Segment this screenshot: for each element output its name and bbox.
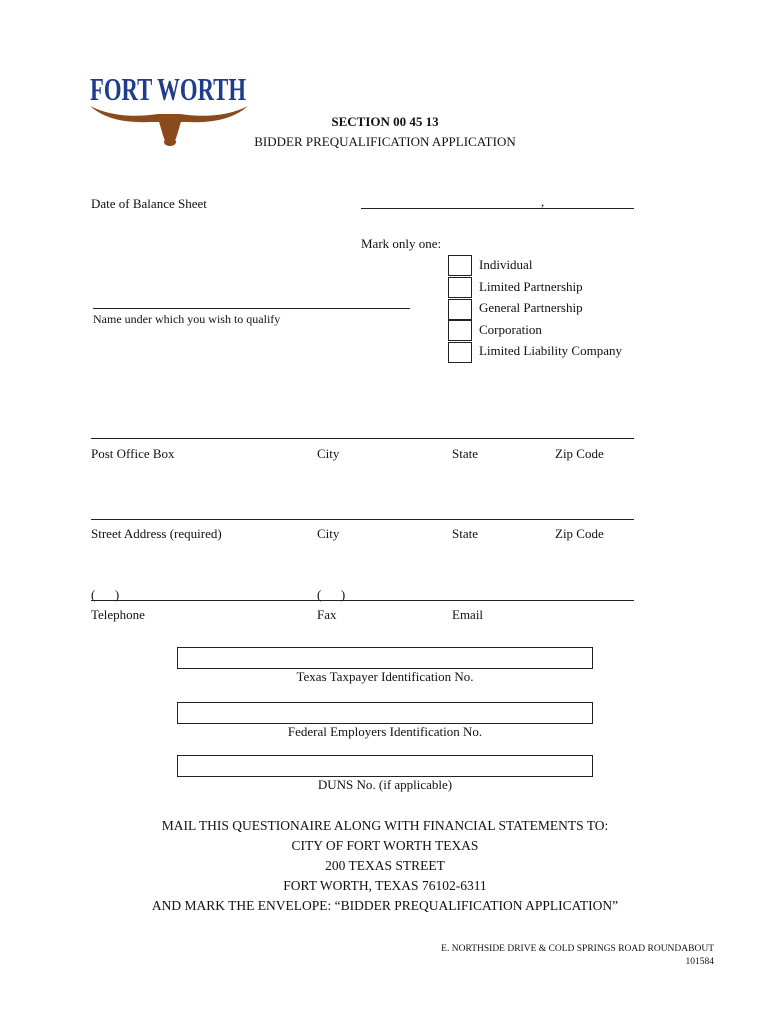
texas-taxpayer-id-input[interactable] xyxy=(177,647,593,669)
option-llc-label: Limited Liability Company xyxy=(479,343,622,358)
mail-instruction: MAIL THIS QUESTIONAIRE ALONG WITH FINANCIAL STATEMENTS TO: xyxy=(161,818,609,833)
qualify-name-field[interactable] xyxy=(93,308,410,309)
street-address-label: Street Address (required) xyxy=(91,526,222,541)
balance-sheet-label: Date of Balance Sheet xyxy=(91,196,207,211)
telephone-area-code: ( ) xyxy=(91,587,120,602)
federal-employer-id-label: Federal Employers Identification No. xyxy=(287,724,483,739)
duns-number-input[interactable] xyxy=(177,755,593,777)
checkbox-limited-partnership[interactable] xyxy=(448,277,472,298)
po-address-field[interactable] xyxy=(91,438,634,439)
mail-recipient: CITY OF FORT WORTH TEXAS xyxy=(291,838,479,853)
street-city-label: City xyxy=(317,526,340,541)
texas-taxpayer-id-label: Texas Taxpayer Identification No. xyxy=(296,669,474,684)
email-label: Email xyxy=(452,607,484,622)
po-box-label: Post Office Box xyxy=(91,446,175,461)
po-zip-label: Zip Code xyxy=(555,446,604,461)
street-state-label: State xyxy=(452,526,478,541)
footer-project-number: 101584 xyxy=(685,957,714,967)
checkbox-general-partnership[interactable] xyxy=(448,299,472,320)
po-state-label: State xyxy=(452,446,478,461)
checkbox-corporation[interactable] xyxy=(448,320,472,341)
balance-sheet-separator: , xyxy=(541,194,545,209)
mail-city-state-zip: FORT WORTH, TEXAS 76102-6311 xyxy=(283,878,487,893)
mail-envelope-note: AND MARK THE ENVELOPE: “BIDDER PREQUALIFICATION APPLICATION” xyxy=(151,898,619,913)
footer-project-name: E. NORTHSIDE DRIVE & COLD SPRINGS ROAD ROUNDABOUT xyxy=(441,944,714,954)
fax-area-code: ( ) xyxy=(317,587,346,602)
svg-text:FORT WORTH: FORT WORTH xyxy=(90,71,247,107)
street-address-field[interactable] xyxy=(91,519,634,520)
balance-sheet-date-field[interactable] xyxy=(361,208,634,209)
option-limited-partnership-label: Limited Partnership xyxy=(479,279,583,294)
page-title: BIDDER PREQUALIFICATION APPLICATION xyxy=(254,134,516,149)
checkbox-individual[interactable] xyxy=(448,255,472,276)
option-general-partnership-label: General Partnership xyxy=(479,300,583,315)
street-zip-label: Zip Code xyxy=(555,526,604,541)
option-individual-label: Individual xyxy=(479,257,533,272)
checkbox-llc[interactable] xyxy=(448,342,472,363)
telephone-label: Telephone xyxy=(91,607,145,622)
federal-employer-id-input[interactable] xyxy=(177,702,593,724)
contact-field[interactable] xyxy=(91,600,634,601)
po-city-label: City xyxy=(317,446,340,461)
section-number: SECTION 00 45 13 xyxy=(331,114,439,129)
qualify-name-label: Name under which you wish to qualify xyxy=(93,312,281,326)
mail-street: 200 TEXAS STREET xyxy=(325,858,445,873)
entity-type-prompt: Mark only one: xyxy=(361,236,442,251)
duns-number-label: DUNS No. (if applicable) xyxy=(317,777,453,792)
fax-label: Fax xyxy=(317,607,337,622)
option-corporation-label: Corporation xyxy=(479,322,542,337)
